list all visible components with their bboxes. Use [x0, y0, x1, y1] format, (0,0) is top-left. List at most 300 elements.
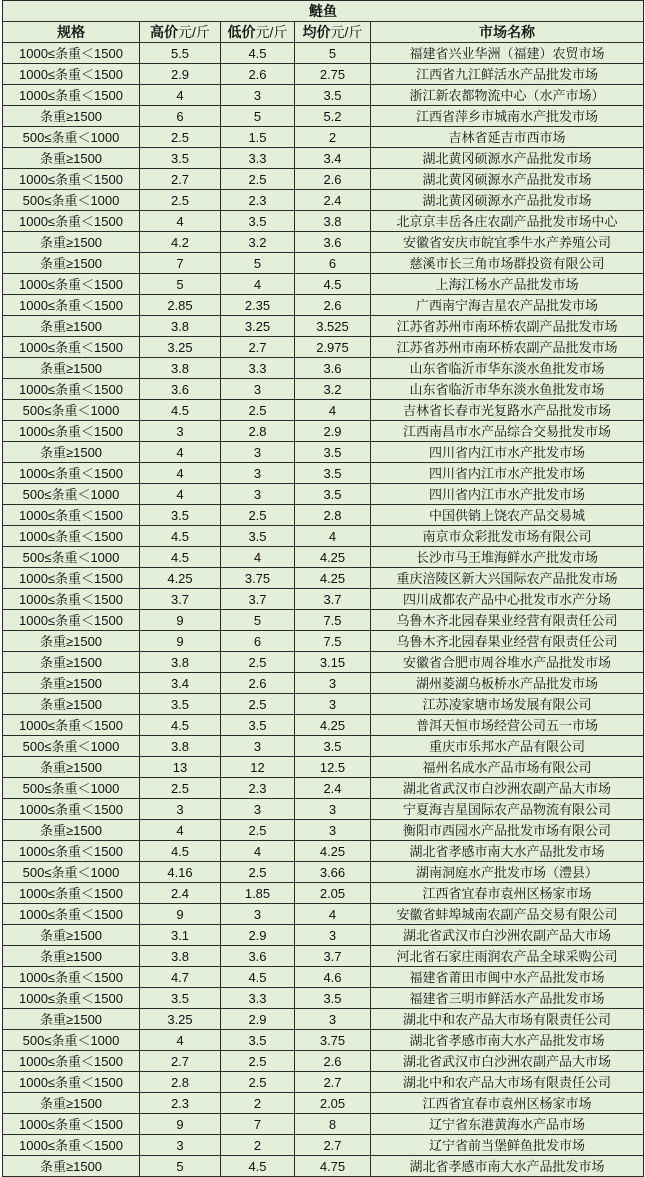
- spec-cell: 1000≤条重＜1500: [3, 85, 140, 106]
- avg-price-cell: 4.25: [295, 568, 371, 589]
- low-price-cell: 3.5: [221, 526, 295, 547]
- market-name-cell: 重庆市乐邦水产品有限公司: [371, 736, 644, 757]
- table-row: [3, 610, 644, 631]
- avg-price-cell: 3.5: [295, 463, 371, 484]
- market-name-cell: 江西省宜春市袁州区杨家市场: [371, 883, 644, 904]
- header-high-price: [140, 22, 221, 43]
- table-row: [3, 673, 644, 694]
- market-name-cell: 湖北黄冈硕源水产品批发市场: [371, 148, 644, 169]
- avg-price-cell: 8: [295, 1114, 371, 1135]
- market-name-cell: 福州名成水产品市场有限公司: [371, 757, 644, 778]
- low-price-cell: 4: [221, 841, 295, 862]
- high-price-cell: 3.4: [140, 673, 221, 694]
- high-price-cell: 3.7: [140, 589, 221, 610]
- spec-cell: 1000≤条重＜1500: [3, 295, 140, 316]
- spec-cell: 条重≥1500: [3, 358, 140, 379]
- avg-price-cell: 3.4: [295, 148, 371, 169]
- spec-cell: 1000≤条重＜1500: [3, 1135, 140, 1156]
- high-price-cell: 3.8: [140, 316, 221, 337]
- high-price-cell: 3.8: [140, 946, 221, 967]
- avg-price-cell: 2.75: [295, 64, 371, 85]
- low-price-cell: 2.5: [221, 694, 295, 715]
- low-price-cell: 3: [221, 799, 295, 820]
- avg-price-cell: 2.7: [295, 1135, 371, 1156]
- table-row: [3, 841, 644, 862]
- low-price-cell: 2.5: [221, 820, 295, 841]
- high-price-cell: 3: [140, 421, 221, 442]
- table-row: [3, 232, 644, 253]
- table-row: [3, 463, 644, 484]
- avg-price-cell: 4: [295, 526, 371, 547]
- market-name-cell: 湖北省孝感市南大水产品批发市场: [371, 1156, 644, 1177]
- low-price-cell: 3.75: [221, 568, 295, 589]
- avg-price-cell: 3.6: [295, 358, 371, 379]
- low-price-cell: 2.9: [221, 1009, 295, 1030]
- low-price-cell: 4.5: [221, 1156, 295, 1177]
- table-body: [3, 43, 644, 1177]
- table-row: [3, 736, 644, 757]
- high-price-cell: 4: [140, 442, 221, 463]
- spec-cell: 1000≤条重＜1500: [3, 421, 140, 442]
- table-row: [3, 925, 644, 946]
- table-row: [3, 904, 644, 925]
- high-price-cell: 13: [140, 757, 221, 778]
- market-name-cell: 辽宁省前当堡鲜鱼批发市场: [371, 1135, 644, 1156]
- low-price-cell: 3: [221, 442, 295, 463]
- market-name-cell: 南京市众彩批发市场有限公司: [371, 526, 644, 547]
- table-row: [3, 127, 644, 148]
- table-row: [3, 799, 644, 820]
- high-price-cell: 4.5: [140, 841, 221, 862]
- table-row: [3, 778, 644, 799]
- table-row: [3, 400, 644, 421]
- table-row: [3, 967, 644, 988]
- table-row: [3, 358, 644, 379]
- table-row: [3, 1030, 644, 1051]
- table-row: [3, 1135, 644, 1156]
- market-name-cell: 江西省宜春市袁州区杨家市场: [371, 1093, 644, 1114]
- spec-cell: 条重≥1500: [3, 1093, 140, 1114]
- avg-price-cell: 3.2: [295, 379, 371, 400]
- high-price-cell: 3: [140, 799, 221, 820]
- market-name-cell: 江苏凌家塘市场发展有限公司: [371, 694, 644, 715]
- spec-cell: 1000≤条重＜1500: [3, 883, 140, 904]
- spec-cell: 1000≤条重＜1500: [3, 610, 140, 631]
- market-name-cell: 江西省九江鲜活水产品批发市场: [371, 64, 644, 85]
- avg-price-cell: 4.25: [295, 715, 371, 736]
- table-row: [3, 631, 644, 652]
- table-row: [3, 190, 644, 211]
- market-name-cell: 湖北省武汉市白沙洲农副产品大市场: [371, 778, 644, 799]
- low-price-cell: 1.85: [221, 883, 295, 904]
- high-price-cell: 2.8: [140, 1072, 221, 1093]
- table-row: [3, 820, 644, 841]
- market-name-cell: 四川省内江市水产批发市场: [371, 442, 644, 463]
- table-row: [3, 1051, 644, 1072]
- market-name-cell: 普洱天恒市场经营公司五一市场: [371, 715, 644, 736]
- market-name-cell: 吉林省延吉市西市场: [371, 127, 644, 148]
- market-name-cell: 湖北中和农产品大市场有限责任公司: [371, 1072, 644, 1093]
- avg-price-cell: 4: [295, 904, 371, 925]
- market-name-cell: 福建省兴业华洲（福建）农贸市场: [371, 43, 644, 64]
- high-price-cell: 4: [140, 820, 221, 841]
- spec-cell: 1000≤条重＜1500: [3, 988, 140, 1009]
- avg-price-cell: 2.9: [295, 421, 371, 442]
- table-row: [3, 316, 644, 337]
- high-price-cell: 4: [140, 484, 221, 505]
- low-price-cell: 12: [221, 757, 295, 778]
- table-title: 鲢鱼: [3, 1, 644, 22]
- spec-cell: 条重≥1500: [3, 757, 140, 778]
- table-row: [3, 148, 644, 169]
- high-price-cell: 4.25: [140, 568, 221, 589]
- spec-cell: 1000≤条重＜1500: [3, 526, 140, 547]
- market-name-cell: 江西省萍乡市城南水产批发市场: [371, 106, 644, 127]
- spec-cell: 1000≤条重＜1500: [3, 799, 140, 820]
- high-price-cell: 2.7: [140, 1051, 221, 1072]
- low-price-cell: 3: [221, 904, 295, 925]
- avg-price-cell: 2.05: [295, 883, 371, 904]
- spec-cell: 1000≤条重＜1500: [3, 841, 140, 862]
- low-price-cell: 2: [221, 1093, 295, 1114]
- low-price-cell: 4.5: [221, 43, 295, 64]
- spec-cell: 条重≥1500: [3, 316, 140, 337]
- spec-cell: 条重≥1500: [3, 232, 140, 253]
- high-price-cell: 3.25: [140, 1009, 221, 1030]
- header-low-label: 低价: [227, 23, 256, 40]
- low-price-cell: 5: [221, 106, 295, 127]
- low-price-cell: 5: [221, 610, 295, 631]
- low-price-cell: 3.7: [221, 589, 295, 610]
- market-name-cell: 安徽省安庆市皖宜季牛水产养殖公司: [371, 232, 644, 253]
- table-row: [3, 505, 644, 526]
- spec-cell: 条重≥1500: [3, 1156, 140, 1177]
- avg-price-cell: 3.5: [295, 442, 371, 463]
- spec-cell: 500≤条重＜1000: [3, 1030, 140, 1051]
- avg-price-cell: 3: [295, 673, 371, 694]
- high-price-cell: 4.2: [140, 232, 221, 253]
- market-name-cell: 湖北黄冈硕源水产品批发市场: [371, 169, 644, 190]
- avg-price-cell: 3.7: [295, 589, 371, 610]
- market-name-cell: 湖北省武汉市白沙洲农副产品大市场: [371, 925, 644, 946]
- avg-price-cell: 4.75: [295, 1156, 371, 1177]
- low-price-cell: 4: [221, 547, 295, 568]
- table-row: [3, 946, 644, 967]
- table-row: [3, 652, 644, 673]
- low-price-cell: 3.5: [221, 211, 295, 232]
- high-price-cell: 9: [140, 631, 221, 652]
- spec-cell: 1000≤条重＜1500: [3, 715, 140, 736]
- market-name-cell: 北京京丰岳各庄农副产品批发市场中心: [371, 211, 644, 232]
- high-price-cell: 2.7: [140, 169, 221, 190]
- spec-cell: 条重≥1500: [3, 694, 140, 715]
- header-spec-label: 规格: [57, 23, 85, 40]
- high-price-cell: 5: [140, 274, 221, 295]
- header-low-unit: 元/斤: [255, 23, 288, 40]
- spec-cell: 条重≥1500: [3, 148, 140, 169]
- header-avg-unit: 元/斤: [330, 23, 363, 40]
- market-name-cell: 江西南昌市水产品综合交易批发市场: [371, 421, 644, 442]
- spec-cell: 1000≤条重＜1500: [3, 43, 140, 64]
- avg-price-cell: 3.5: [295, 85, 371, 106]
- avg-price-cell: 3: [295, 820, 371, 841]
- spec-cell: 1000≤条重＜1500: [3, 568, 140, 589]
- market-name-cell: 安徽省合肥市周谷堆水产品批发市场: [371, 652, 644, 673]
- table-row: [3, 379, 644, 400]
- low-price-cell: 5: [221, 253, 295, 274]
- table-row: [3, 715, 644, 736]
- table-row: [3, 988, 644, 1009]
- high-price-cell: 2.9: [140, 64, 221, 85]
- avg-price-cell: 4.25: [295, 841, 371, 862]
- low-price-cell: 3: [221, 85, 295, 106]
- high-price-cell: 3.1: [140, 925, 221, 946]
- table-row: [3, 1093, 644, 1114]
- avg-price-cell: 2.05: [295, 1093, 371, 1114]
- avg-price-cell: 3.525: [295, 316, 371, 337]
- spec-cell: 1000≤条重＜1500: [3, 967, 140, 988]
- avg-price-cell: 7.5: [295, 610, 371, 631]
- low-price-cell: 4.5: [221, 967, 295, 988]
- high-price-cell: 5.5: [140, 43, 221, 64]
- avg-price-cell: 3: [295, 694, 371, 715]
- spec-cell: 1000≤条重＜1500: [3, 274, 140, 295]
- market-name-cell: 辽宁省东港黄海水产品市场: [371, 1114, 644, 1135]
- table-row: [3, 1009, 644, 1030]
- table-row: [3, 883, 644, 904]
- market-name-cell: 长沙市马王堆海鲜水产批发市场: [371, 547, 644, 568]
- spec-cell: 条重≥1500: [3, 652, 140, 673]
- low-price-cell: 3.3: [221, 148, 295, 169]
- table-row: [3, 295, 644, 316]
- market-name-cell: 山东省临沂市华东淡水鱼批发市场: [371, 379, 644, 400]
- avg-price-cell: 7.5: [295, 631, 371, 652]
- high-price-cell: 4.5: [140, 526, 221, 547]
- low-price-cell: 2.5: [221, 652, 295, 673]
- header-low-price: [221, 22, 295, 43]
- market-name-cell: 湖北中和农产品大市场有限责任公司: [371, 1009, 644, 1030]
- high-price-cell: 9: [140, 1114, 221, 1135]
- table-row: [3, 757, 644, 778]
- spec-cell: 1000≤条重＜1500: [3, 589, 140, 610]
- table-row: [3, 85, 644, 106]
- market-name-cell: 四川省内江市水产批发市场: [371, 463, 644, 484]
- low-price-cell: 2.3: [221, 190, 295, 211]
- spec-cell: 条重≥1500: [3, 673, 140, 694]
- high-price-cell: 3.25: [140, 337, 221, 358]
- spec-cell: 500≤条重＜1000: [3, 736, 140, 757]
- market-name-cell: 四川成都农产品中心批发市水产分场: [371, 589, 644, 610]
- table-row: [3, 862, 644, 883]
- low-price-cell: 2.8: [221, 421, 295, 442]
- avg-price-cell: 4.5: [295, 274, 371, 295]
- avg-price-cell: 5.2: [295, 106, 371, 127]
- low-price-cell: 2.9: [221, 925, 295, 946]
- title-row: [3, 1, 644, 22]
- high-price-cell: 2.5: [140, 190, 221, 211]
- spec-cell: 500≤条重＜1000: [3, 862, 140, 883]
- header-high-unit: 元/斤: [178, 23, 210, 40]
- table-row: [3, 169, 644, 190]
- spec-cell: 1000≤条重＜1500: [3, 211, 140, 232]
- spec-cell: 1000≤条重＜1500: [3, 1114, 140, 1135]
- spec-cell: 500≤条重＜1000: [3, 400, 140, 421]
- market-name-cell: 福建省莆田市闽中水产品批发市场: [371, 967, 644, 988]
- low-price-cell: 3.5: [221, 1030, 295, 1051]
- market-name-cell: 湖北黄冈硕源水产品批发市场: [371, 190, 644, 211]
- market-name-cell: 湖北省孝感市南大水产品批发市场: [371, 1030, 644, 1051]
- low-price-cell: 6: [221, 631, 295, 652]
- high-price-cell: 3.8: [140, 358, 221, 379]
- spec-cell: 500≤条重＜1000: [3, 127, 140, 148]
- low-price-cell: 2.5: [221, 505, 295, 526]
- high-price-cell: 2.4: [140, 883, 221, 904]
- spec-cell: 条重≥1500: [3, 253, 140, 274]
- low-price-cell: 2.6: [221, 673, 295, 694]
- price-table: [2, 0, 644, 1177]
- avg-price-cell: 3.75: [295, 1030, 371, 1051]
- avg-price-cell: 3.5: [295, 484, 371, 505]
- table-row: [3, 253, 644, 274]
- table-row: [3, 484, 644, 505]
- high-price-cell: 5: [140, 1156, 221, 1177]
- spec-cell: 1000≤条重＜1500: [3, 337, 140, 358]
- spec-cell: 1000≤条重＜1500: [3, 1072, 140, 1093]
- avg-price-cell: 3: [295, 925, 371, 946]
- header-high-label: 高价: [150, 23, 179, 40]
- market-name-cell: 衡阳市西园水产品批发市场有限公司: [371, 820, 644, 841]
- market-name-cell: 江苏省苏州市南环桥农副产品批发市场: [371, 337, 644, 358]
- spec-cell: 1000≤条重＜1500: [3, 904, 140, 925]
- spec-cell: 500≤条重＜1000: [3, 484, 140, 505]
- high-price-cell: 3.5: [140, 505, 221, 526]
- market-name-cell: 江苏省苏州市南环桥农副产品批发市场: [371, 316, 644, 337]
- avg-price-cell: 3.8: [295, 211, 371, 232]
- avg-price-cell: 2.6: [295, 169, 371, 190]
- market-name-cell: 湖南洞庭水产批发市场（澧县）: [371, 862, 644, 883]
- table-row: [3, 337, 644, 358]
- high-price-cell: 4: [140, 211, 221, 232]
- table-row: [3, 442, 644, 463]
- avg-price-cell: 12.5: [295, 757, 371, 778]
- market-name-cell: 安徽省蚌埠城南农副产品交易有限公司: [371, 904, 644, 925]
- low-price-cell: 2.5: [221, 862, 295, 883]
- market-name-cell: 浙江新农都物流中心（水产市场）: [371, 85, 644, 106]
- spec-cell: 500≤条重＜1000: [3, 547, 140, 568]
- table-row: [3, 547, 644, 568]
- market-name-cell: 慈溪市长三角市场群投资有限公司: [371, 253, 644, 274]
- high-price-cell: 2.3: [140, 1093, 221, 1114]
- high-price-cell: 4.7: [140, 967, 221, 988]
- header-spec: [3, 22, 140, 43]
- header-market: [371, 22, 644, 43]
- high-price-cell: 4: [140, 1030, 221, 1051]
- spec-cell: 1000≤条重＜1500: [3, 1051, 140, 1072]
- low-price-cell: 3: [221, 736, 295, 757]
- low-price-cell: 3.5: [221, 715, 295, 736]
- spec-cell: 1000≤条重＜1500: [3, 379, 140, 400]
- spec-cell: 1000≤条重＜1500: [3, 169, 140, 190]
- table-row: [3, 568, 644, 589]
- avg-price-cell: 2.975: [295, 337, 371, 358]
- market-name-cell: 重庆涪陵区新大兴国际农产品批发市场: [371, 568, 644, 589]
- avg-price-cell: 3.5: [295, 988, 371, 1009]
- low-price-cell: 3.2: [221, 232, 295, 253]
- table-row: [3, 106, 644, 127]
- low-price-cell: 2.5: [221, 1051, 295, 1072]
- header-avg-label: 均价: [302, 23, 331, 40]
- high-price-cell: 4.16: [140, 862, 221, 883]
- spec-cell: 条重≥1500: [3, 1009, 140, 1030]
- high-price-cell: 9: [140, 610, 221, 631]
- high-price-cell: 4.5: [140, 547, 221, 568]
- avg-price-cell: 2.6: [295, 295, 371, 316]
- table-row: [3, 211, 644, 232]
- spec-cell: 条重≥1500: [3, 925, 140, 946]
- avg-price-cell: 3.7: [295, 946, 371, 967]
- low-price-cell: 2: [221, 1135, 295, 1156]
- avg-price-cell: 3.15: [295, 652, 371, 673]
- high-price-cell: 4: [140, 85, 221, 106]
- avg-price-cell: 3.5: [295, 736, 371, 757]
- high-price-cell: 2.5: [140, 127, 221, 148]
- high-price-cell: 6: [140, 106, 221, 127]
- avg-price-cell: 6: [295, 253, 371, 274]
- high-price-cell: 3.8: [140, 736, 221, 757]
- low-price-cell: 3: [221, 379, 295, 400]
- high-price-cell: 2.5: [140, 778, 221, 799]
- header-row: [3, 22, 644, 43]
- low-price-cell: 2.7: [221, 337, 295, 358]
- low-price-cell: 3.6: [221, 946, 295, 967]
- spec-cell: 条重≥1500: [3, 106, 140, 127]
- avg-price-cell: 3: [295, 1009, 371, 1030]
- avg-price-cell: 3.66: [295, 862, 371, 883]
- avg-price-cell: 2.4: [295, 778, 371, 799]
- high-price-cell: 4.5: [140, 400, 221, 421]
- market-name-cell: 乌鲁木齐北园春果业经营有限责任公司: [371, 631, 644, 652]
- table-row: [3, 589, 644, 610]
- avg-price-cell: 2.6: [295, 1051, 371, 1072]
- market-name-cell: 河北省石家庄雨润农产品全球采购公司: [371, 946, 644, 967]
- avg-price-cell: 4.25: [295, 547, 371, 568]
- avg-price-cell: 3.6: [295, 232, 371, 253]
- low-price-cell: 3: [221, 463, 295, 484]
- spec-cell: 1000≤条重＜1500: [3, 505, 140, 526]
- low-price-cell: 4: [221, 274, 295, 295]
- spec-cell: 条重≥1500: [3, 820, 140, 841]
- low-price-cell: 2.3: [221, 778, 295, 799]
- spec-cell: 500≤条重＜1000: [3, 778, 140, 799]
- market-name-cell: 福建省三明市鲜活水产品批发市场: [371, 988, 644, 1009]
- market-name-cell: 吉林省长春市光复路水产品批发市场: [371, 400, 644, 421]
- market-name-cell: 上海江杨水产品批发市场: [371, 274, 644, 295]
- spec-cell: 500≤条重＜1000: [3, 190, 140, 211]
- low-price-cell: 2.35: [221, 295, 295, 316]
- avg-price-cell: 2.4: [295, 190, 371, 211]
- low-price-cell: 2.5: [221, 400, 295, 421]
- table-row: [3, 1156, 644, 1177]
- low-price-cell: 7: [221, 1114, 295, 1135]
- header-avg-price: [295, 22, 371, 43]
- spec-cell: 条重≥1500: [3, 946, 140, 967]
- table-row: [3, 64, 644, 85]
- low-price-cell: 2.5: [221, 1072, 295, 1093]
- high-price-cell: 3.5: [140, 694, 221, 715]
- table-row: [3, 421, 644, 442]
- spec-cell: 条重≥1500: [3, 631, 140, 652]
- table-row: [3, 526, 644, 547]
